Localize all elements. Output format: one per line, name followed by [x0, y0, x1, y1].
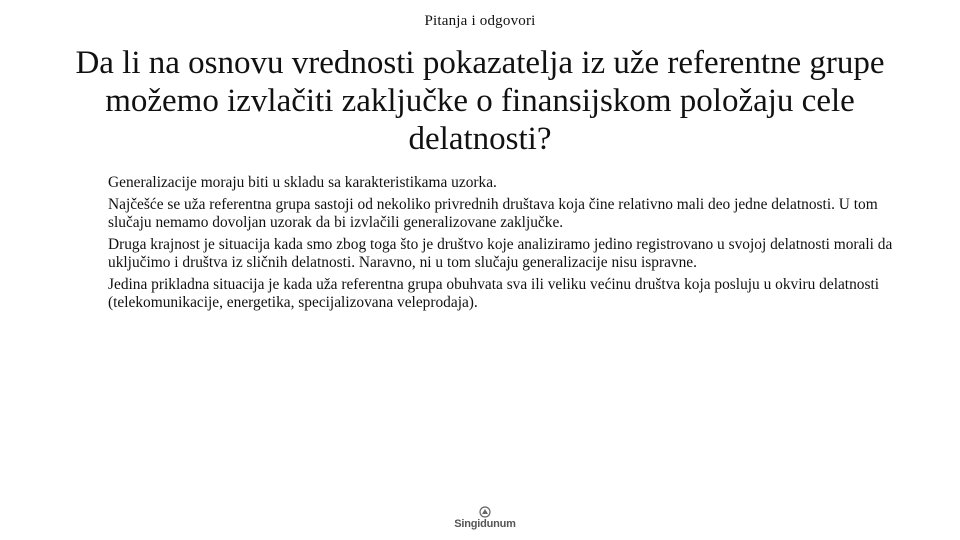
bullet-item: Jedina prikladna situacija je kada uža referentna grupa obuhvata sva ili veliku većinu društva koja posluju u okviru delatnosti (telekomunikacije, energetika, specijalizovana veleprodaja). [108, 276, 880, 311]
bullet-item: Najčešće se uža referentna grupa sastoji od nekoliko privrednih društava koja čine relativno mali deo jedne delatnosti. U tom slučaju nemamo dovoljan uzorak da bi izvlačili generalizovane zaključke. [108, 196, 878, 231]
slide-header: Pitanja i odgovori [424, 13, 536, 29]
bullet-list [108, 174, 898, 316]
bullet-item: Generalizacije moraju biti u skladu sa karakteristikama uzorka. [108, 174, 497, 191]
logo-text: Singidunum [454, 518, 516, 530]
bullet-item: Druga krajnost je situacija kada smo zbog toga što je društvo koje analiziramo jedino registrovano u svojoj delatnosti morali da uključimo i društva iz sličnih delatnosti. Naravno, ni u tom slučaju generalizacije nisu ispravne. [108, 236, 893, 271]
university-emblem-icon [478, 506, 492, 518]
university-logo [440, 506, 530, 536]
slide-title: Da li na osnovu vrednosti pokazatelja iz uže referentne grupe možemo izvlačiti zaključke o finansijskom položaju cele delatnosti? [75, 45, 885, 157]
